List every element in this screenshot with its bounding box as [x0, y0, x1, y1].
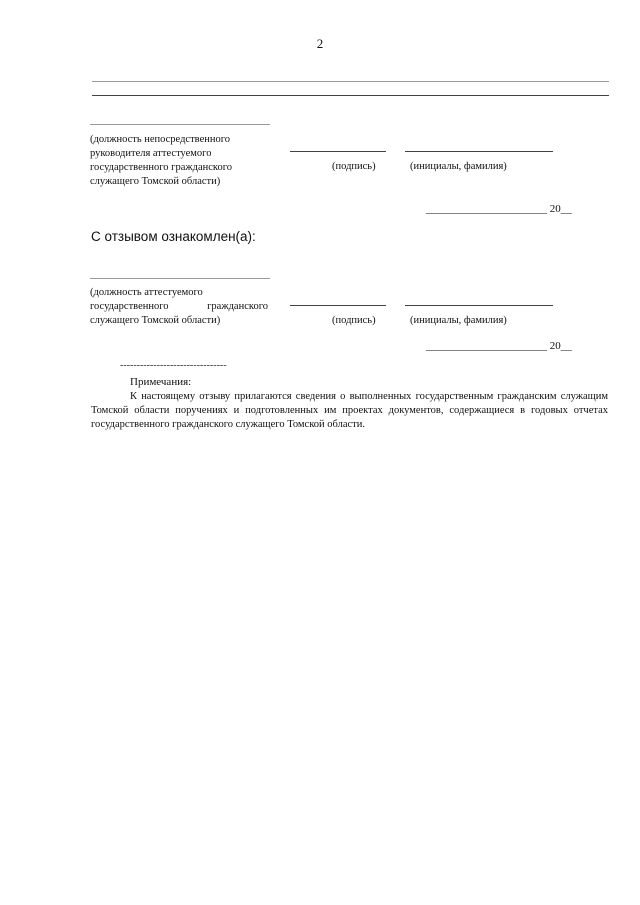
- page-number: 2: [316, 36, 324, 51]
- notes-separator: --------------------------------: [120, 360, 227, 371]
- acknowledged-heading: С отзывом ознакомлен(а):: [91, 229, 256, 244]
- employee-name-line: [405, 305, 553, 306]
- employee-position-line-1: (должность аттестуемого: [90, 287, 203, 298]
- employee-name-label: (инициалы, фамилия): [410, 315, 507, 326]
- employee-position-line-2: государственного гражданского: [90, 301, 268, 312]
- manager-position-line: [90, 124, 270, 125]
- manager-position-line-4: служащего Томской области): [90, 176, 221, 187]
- notes-text: К настоящему отзыву прилагаются сведения о выполненных государственным гражданским служащим Томской области поручениях и подготовленных им проектах документов, содержащиеся в годовых отчетах государственного гражданского служащего Томской области.: [91, 391, 608, 430]
- employee-signature-line: [290, 305, 386, 306]
- employee-date-line: ______________________ 20__: [426, 340, 572, 352]
- employee-position-caption: [90, 286, 268, 328]
- notes-title: Примечания:: [130, 376, 192, 388]
- manager-signature-line: [290, 151, 386, 152]
- employee-signature-label: (подпись): [332, 315, 376, 326]
- top-rule-light: [92, 81, 609, 82]
- manager-position-line-1: (должность непосредственного: [90, 134, 231, 145]
- top-rule-dark: [92, 95, 609, 96]
- manager-position-line-3: государственного гражданского: [90, 162, 233, 173]
- manager-signature-label: (подпись): [332, 161, 376, 172]
- manager-name-line: [405, 151, 553, 152]
- manager-position-line-2: руководителя аттестуемого: [90, 148, 212, 159]
- employee-position-line-3: служащего Томской области): [90, 315, 221, 326]
- manager-position-caption: [90, 133, 268, 189]
- manager-name-label: (инициалы, фамилия): [410, 161, 507, 172]
- manager-date-line: ______________________ 20__: [426, 203, 572, 215]
- employee-position-line: [90, 278, 270, 279]
